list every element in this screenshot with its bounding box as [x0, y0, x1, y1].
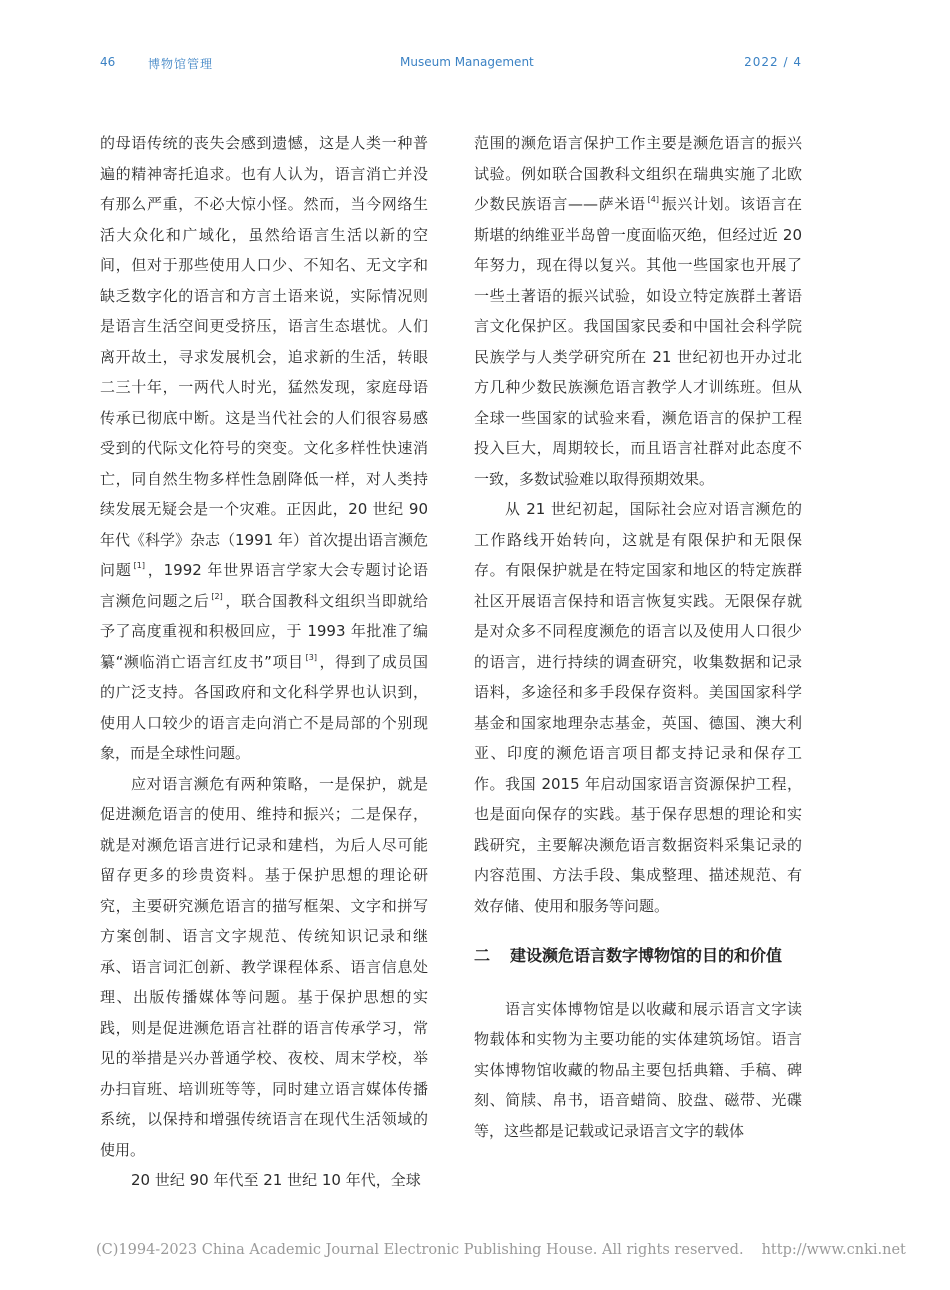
citation-ref[interactable]: [2]	[211, 591, 223, 601]
section-heading	[474, 941, 802, 972]
section-title: 建设濒危语言数字博物馆的目的和价值	[510, 946, 783, 965]
paragraph-text: 范围的濒危语言保护工作主要是濒危语言的振兴试验。例如联合国教科文组织在瑞典实施了北欧少数民族语言——萨米语	[474, 134, 802, 213]
paragraph-text: ，得到了成员国的广泛支持。各国政府和文化科学界也认识到，使用人口较少的语言走向消亡不是局部的个别现象，而是全球性问题。	[100, 652, 428, 762]
citation-ref[interactable]: [3]	[305, 652, 317, 662]
paragraph: 20 世纪 90 年代至 21 世纪 10 年代，全球	[131, 1171, 421, 1189]
paragraph: 从 21 世纪初起，国际社会应对语言濒危的工作路线开始转向，这就是有限保护和无限保存。有限保护就是在特定国家和地区的特定族群社区开展语言保持和语言恢复实践。无限保存就是对众多不同程度濒危的语言以及使用人口很少的语言，进行持续的调查研究，收集数据和记录语料，多途径和多手段保存资料。美国国家科学基金和国家地理杂志基金，英国、德国、澳大利亚、印度的濒危语言项目都支持记录和保存工作。我国 2015 年启动国家语言资源保护工程，也是面向保存的实践。基于保存思想的理论和实践研究，主要解决濒危语言数据资料采集记录的内容范围、方法手段、集成整理、描述规范、有效存储、使用和服务等问题。	[474, 500, 802, 915]
journal-title-en: Museum Management	[400, 55, 534, 69]
paragraph: 语言实体博物馆是以收藏和展示语言文字读物载体和实物为主要功能的实体建筑场馆。语言实体博物馆收藏的物品主要包括典籍、手稿、碑刻、简牍、帛书，语音蜡筒、胶盘、磁带、光碟等，这些都是记载或记录语言文字的载体	[474, 999, 802, 1140]
paragraph-text: ，1992 年世界语言学家大会专题讨论语言濒危问题之后	[100, 561, 428, 610]
left-column	[100, 128, 428, 1196]
paragraph-text: ，联合国教科文组织当即就给予了高度重视和积极回应，于 1993 年批准了编纂“濒临消亡语言红皮书”项目	[100, 591, 428, 671]
right-column	[474, 128, 802, 1146]
citation-ref[interactable]: [4]	[647, 195, 659, 204]
footer	[96, 1242, 906, 1258]
journal-title-cn: 博物馆管理	[148, 57, 214, 71]
copyright-notice: (C)1994-2023 China Academic Journal Electronic Publishing House. All rights reserved.	[96, 1242, 744, 1258]
paragraph-text: 振兴计划。该语言在斯堪的纳维亚半岛曾一度面临灭绝，但经过近 20 年努力，现在得以复兴。其他一些国家也开展了一些土著语的振兴试验，如设立特定族群土著语言文化保护区。我国国家民委和中国社会科学院民族学与人类学研究所在 21 世纪初也开办过北方几种少数民族濒危语言教学人才训练班。但从全球一些国家的试验来看，濒危语言的保护工程投入巨大，周期较长，而且语言社群对此态度不一致，多数试验难以取得预期效果。	[474, 195, 802, 488]
paragraph: 应对语言濒危有两种策略，一是保护，就是促进濒危语言的使用、维持和振兴；二是保存，就是对濒危语言进行记录和建档，为后人尽可能留存更多的珍贵资料。基于保护思想的理论研究，主要研究濒危语言的描写框架、文字和拼写方案创制、语言文字规范、传统知识记录和继承、语言词汇创新、教学课程体系、语言信息处理、出版传播媒体等问题。基于保护思想的实践，则是促进濒危语言社群的语言传承学习，常见的举措是兴办普通学校、夜校、周末学校，举办扫盲班、培训班等等，同时建立语言媒体传播系统，以保持和增强传统语言在现代生活领域的使用。	[100, 774, 428, 1159]
paragraph	[100, 128, 428, 769]
footer-url[interactable]: http://www.cnki.net	[761, 1242, 906, 1258]
section-number: 二	[474, 946, 491, 965]
paragraph-text: 的母语传统的丧失会感到遗憾，这是人类一种普遍的精神寄托追求。也有人认为，语言消亡并没有那么严重，不必大惊小怪。然而，当今网络生活大众化和广域化，虽然给语言生活以新的空间，但对于那些使用人口少、不知名、无文字和缺乏数字化的语言和方言土语来说，实际情况则是语言生活空间更受挤压，语言生态堪忧。人们离开故土，寻求发展机会，追求新的生活，转眼二三十年，一两代人时光，猛然发现，家庭母语传承已彻底中断。这是当代社会的人们很容易感受到的代际文化符号的突变。文化多样性快速消亡，同自然生物多样性急剧降低一样，对人类持续发展无疑会是一个灾难。正因此，20 世纪 90 年代《科学》杂志（1991 年）首次提出语言濒危问题	[100, 134, 428, 579]
running-header	[100, 55, 802, 71]
paragraph	[474, 128, 802, 494]
citation-ref[interactable]: [1]	[133, 561, 145, 570]
issue-number: 2022 / 4	[744, 55, 802, 69]
page-number: 46	[100, 55, 116, 69]
